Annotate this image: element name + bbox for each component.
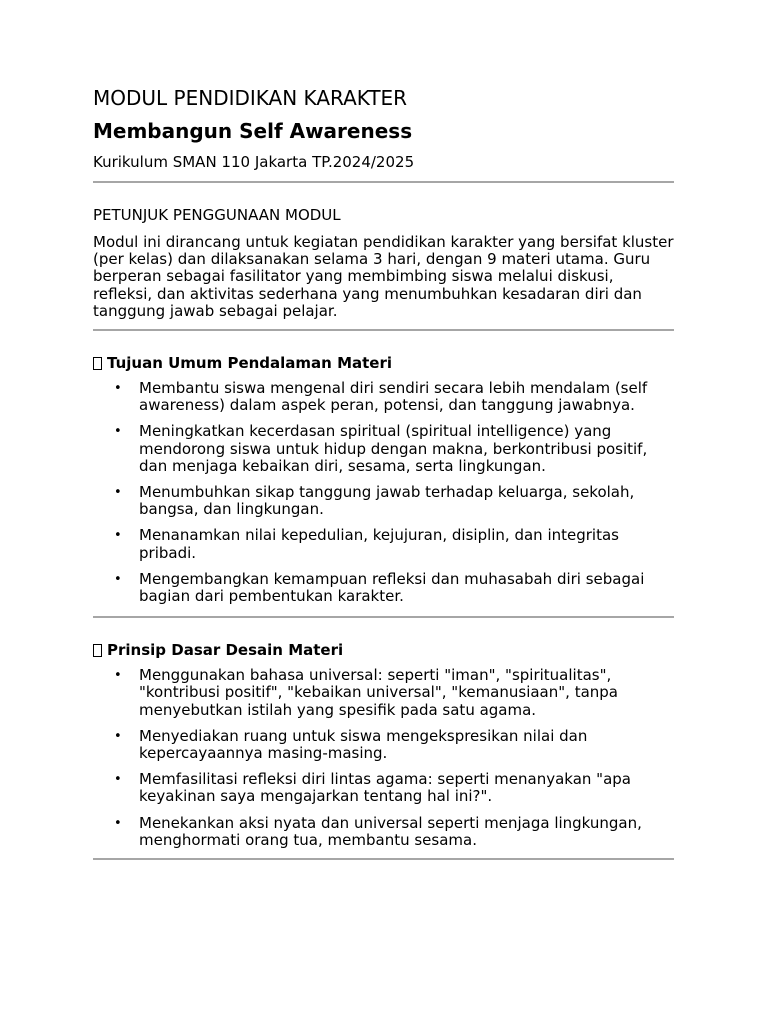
bullet-icon: • <box>114 485 122 501</box>
objectives-heading <box>93 353 674 373</box>
list-item <box>93 667 674 719</box>
objectives-heading-text: Tujuan Umum Pendalaman Materi <box>107 354 392 373</box>
guide-text: Modul ini dirancang untuk kegiatan pendidikan karakter yang bersifat kluster (per kelas) dan dilaksanakan selama 3 hari, dengan 9 materi utama. Guru berperan sebagai fasilitator yang membimbing siswa melalui diskusi, refleksi, dan aktivitas sederhana yang menumbuhkan kesadaran diri dan tanggung jawab sebagai pelajar. <box>93 233 674 320</box>
missing-glyph-icon <box>93 357 102 370</box>
document-subtitle: Membangun Self Awareness <box>93 119 413 143</box>
guide-heading: PETUNJUK PENGGUNAAN MODUL <box>93 206 341 224</box>
document-title: MODUL PENDIDIKAN KARAKTER <box>93 86 408 110</box>
principles-heading-text: Prinsip Dasar Desain Materi <box>107 641 344 660</box>
list-item-text: Meningkatkan kecerdasan spiritual (spiritual intelligence) yang mendorong siswa untuk hidup dengan makna, berkontribusi positif, dan menjaga kebaikan diri, sesama, serta lingkungan. <box>139 422 648 475</box>
principles-list <box>93 667 674 849</box>
list-item <box>93 423 674 475</box>
list-item-text: Mengembangkan kemampuan refleksi dan muhasabah diri sebagai bagian dari pembentukan karakter. <box>139 569 645 606</box>
curriculum-info: Kurikulum SMAN 110 Jakarta TP.2024/2025 <box>93 153 415 171</box>
list-item <box>93 815 674 849</box>
section-divider <box>93 329 674 331</box>
section-divider <box>93 616 674 618</box>
bullet-icon: • <box>114 381 122 397</box>
list-item-text: Menanamkan nilai kepedulian, kejujuran, disiplin, dan integritas pribadi. <box>139 526 619 562</box>
section-divider <box>93 858 674 860</box>
bullet-icon: • <box>114 815 122 831</box>
bullet-icon: • <box>114 728 122 744</box>
list-item-text: Menumbuhkan sikap tanggung jawab terhadap keluarga, sekolah, bangsa, dan lingkungan. <box>139 483 635 519</box>
list-item <box>93 484 674 518</box>
bullet-icon: • <box>114 528 122 544</box>
list-item-text: Menggunakan bahasa universal: seperti "iman", "spiritualitas", "kontribusi positif", "kebaikan universal", "kemanusiaan", tanpa menyebutkan istilah yang spesifik pada satu agama. <box>139 666 618 719</box>
list-item-text: Menyediakan ruang untuk siswa mengekspresikan nilai dan kepercayaannya masing-masing. <box>139 726 588 763</box>
list-item <box>93 380 674 414</box>
principles-heading <box>93 640 674 660</box>
list-item <box>93 571 674 605</box>
section-divider <box>93 181 674 183</box>
list-item-text: Membantu siswa mengenal diri sendiri secara lebih mendalam (self awareness) dalam aspek peran, potensi, dan tanggung jawabnya. <box>139 379 648 415</box>
missing-glyph-icon <box>93 644 102 657</box>
list-item <box>93 728 674 762</box>
list-item-text: Menekankan aksi nyata dan universal seperti menjaga lingkungan, menghormati orang tua, membantu sesama. <box>139 813 642 849</box>
bullet-icon: • <box>114 424 122 440</box>
list-item-text: Memfasilitasi refleksi diri lintas agama: seperti menanyakan "apa keyakinan saya mengajarkan tentang hal ini?". <box>139 770 631 806</box>
bullet-icon: • <box>114 668 122 684</box>
objectives-list <box>93 380 674 605</box>
bullet-icon: • <box>114 571 122 587</box>
list-item <box>93 527 674 561</box>
bullet-icon: • <box>114 772 122 788</box>
list-item <box>93 771 674 805</box>
